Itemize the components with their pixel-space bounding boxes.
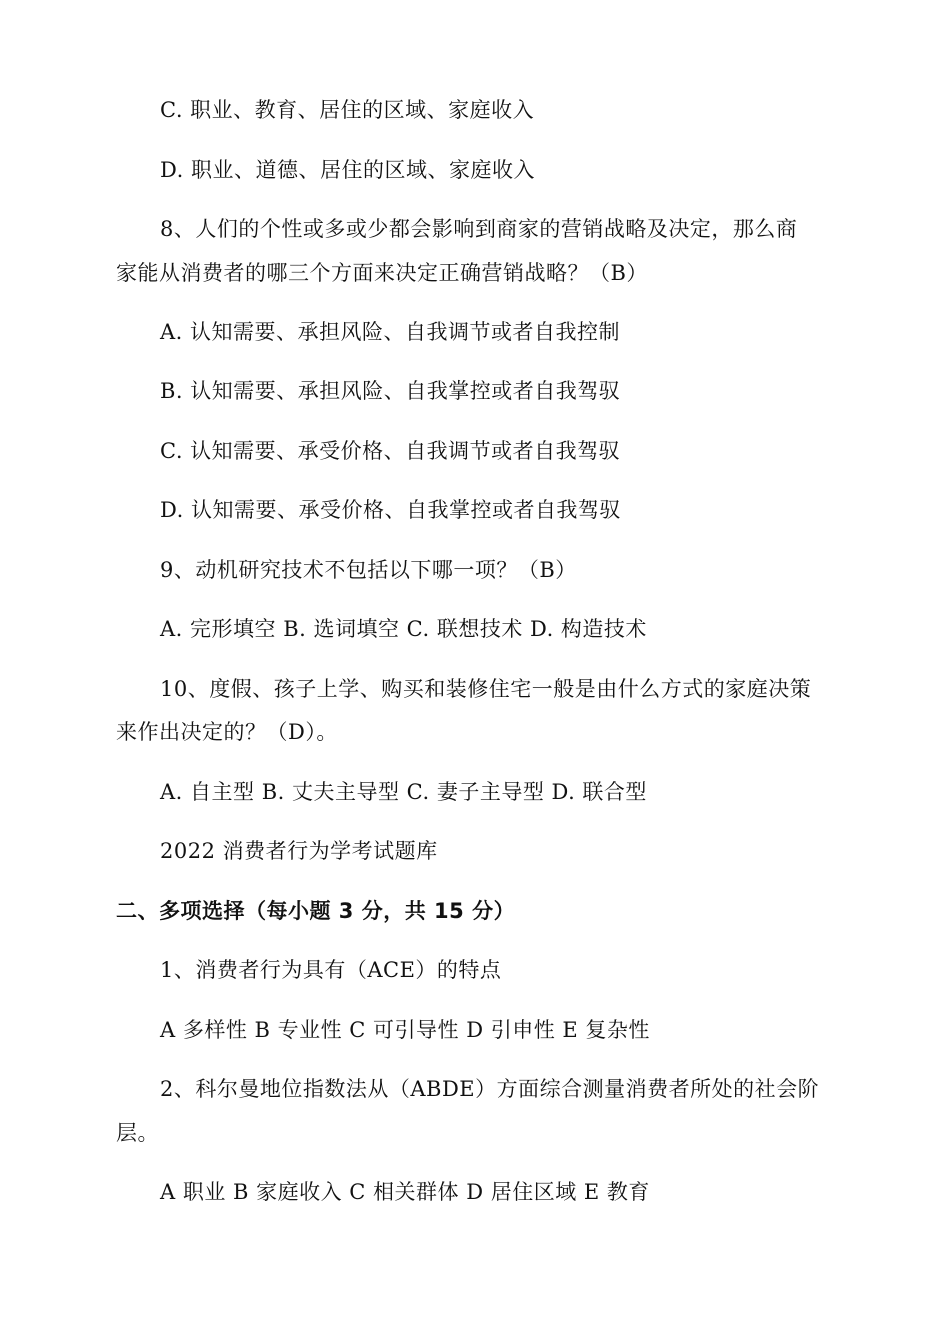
q7-option-d: D. 职业、道德、居住的区域、家庭收入 bbox=[160, 158, 535, 182]
q8-option-c: C. 认知需要、承受价格、自我调节或者自我驾驭 bbox=[160, 439, 621, 463]
q9-options: A. 完形填空 B. 选词填空 C. 联想技术 D. 构造技术 bbox=[160, 617, 647, 641]
q8-option-b: B. 认知需要、承担风险、自我掌控或者自我驾驭 bbox=[160, 379, 621, 403]
mc-q2-question-line1: 2、科尔曼地位指数法从（ABDE）方面综合测量消费者所处的社会阶 bbox=[160, 1077, 820, 1101]
q8-option-d: D. 认知需要、承受价格、自我掌控或者自我驾驭 bbox=[160, 498, 621, 522]
section-heading-multiple-choice: 二、多项选择（每小题 3 分，共 15 分） bbox=[116, 899, 516, 923]
q7-option-c: C. 职业、教育、居住的区域、家庭收入 bbox=[160, 98, 535, 122]
q8-question-line1: 8、人们的个性或多或少都会影响到商家的营销战略及决定，那么商 bbox=[160, 217, 798, 241]
q8-option-a: A. 认知需要、承担风险、自我调节或者自我控制 bbox=[160, 320, 621, 344]
mc-q1-question: 1、消费者行为具有（ACE）的特点 bbox=[160, 958, 502, 982]
mc-q2-options: A 职业 B 家庭收入 C 相关群体 D 居住区域 E 教育 bbox=[160, 1180, 650, 1204]
q10-question-line1: 10、度假、孩子上学、购买和装修住宅一般是由什么方式的家庭决策 bbox=[160, 677, 812, 701]
q8-question-line2: 家能从消费者的哪三个方面来决定正确营销战略？（B） bbox=[116, 261, 648, 285]
q10-question-line2: 来作出决定的？（D）。 bbox=[116, 720, 338, 744]
q9-question: 9、动机研究技术不包括以下哪一项？（B） bbox=[160, 558, 577, 582]
question-bank-title: 2022 消费者行为学考试题库 bbox=[160, 839, 438, 863]
mc-q1-options: A 多样性 B 专业性 C 可引导性 D 引申性 E 复杂性 bbox=[160, 1018, 650, 1042]
q10-options: A. 自主型 B. 丈夫主导型 C. 妻子主导型 D. 联合型 bbox=[160, 780, 647, 804]
mc-q2-question-line2: 层。 bbox=[116, 1121, 159, 1145]
